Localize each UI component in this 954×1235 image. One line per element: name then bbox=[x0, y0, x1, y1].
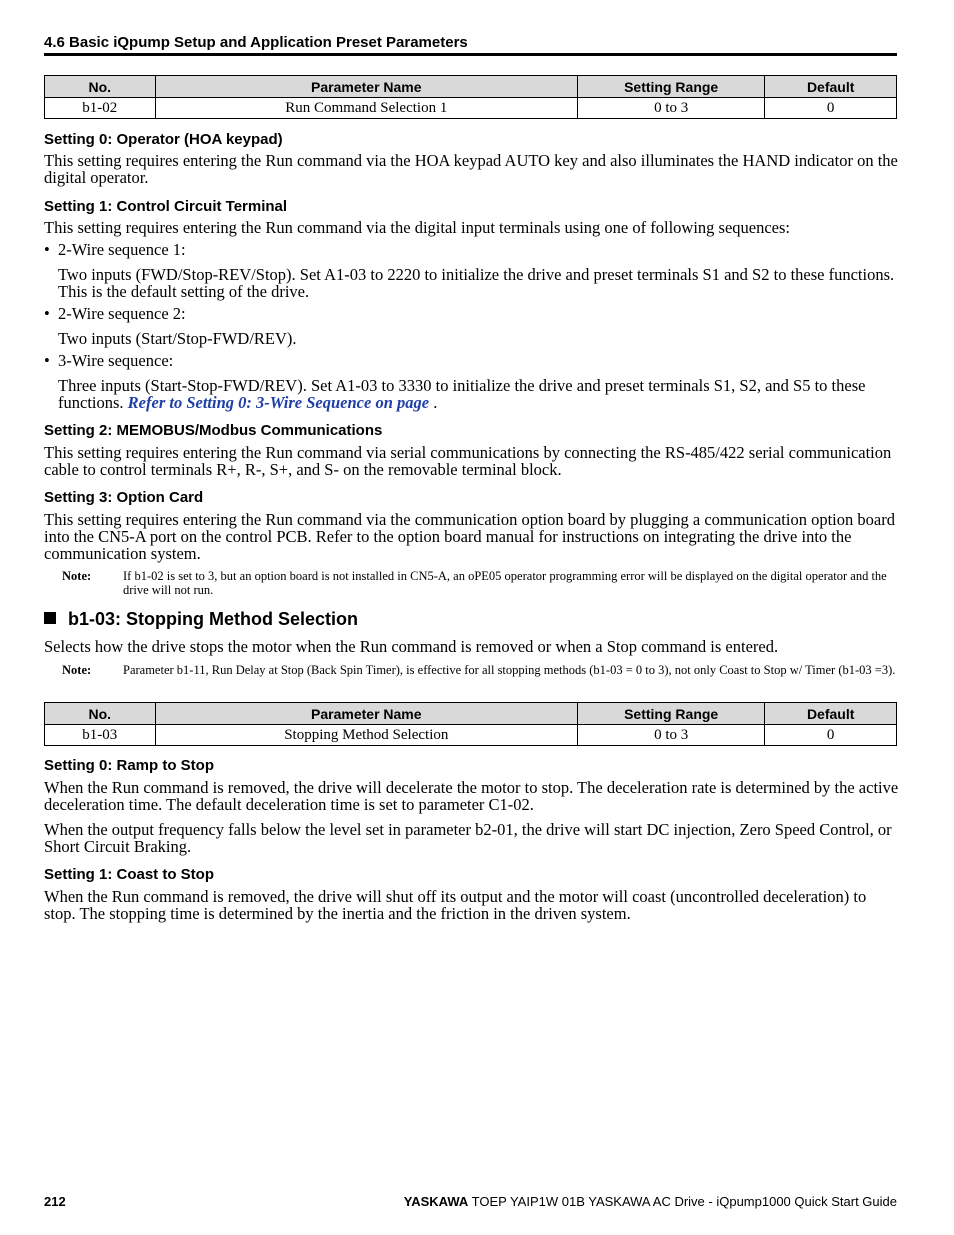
page-number: 212 bbox=[44, 1194, 66, 1209]
cell-setting-range: 0 to 3 bbox=[577, 725, 764, 746]
bullet-2wire-1-desc: Two inputs (FWD/Stop-REV/Stop). Set A1-03 to 2220 to initialize the drive and preset terminals S1 and S2 to these functions. This is the default setting of the drive. bbox=[58, 265, 895, 301]
ramp-to-stop-heading: Setting 0: Ramp to Stop bbox=[44, 757, 214, 774]
cell-setting-range: 0 to 3 bbox=[577, 98, 764, 119]
table-row bbox=[45, 725, 897, 746]
section-heading-b1-03 bbox=[44, 609, 358, 630]
ramp-to-stop-text-1: When the Run command is removed, the drive will decelerate the motor to stop. The deceleration rate is determined by the active deceleration time. The default deceleration time is set to parameter C1-02. bbox=[44, 778, 899, 814]
setting-0-heading: Setting 0: Operator (HOA keypad) bbox=[44, 131, 283, 148]
header-setting-range: Setting Range bbox=[577, 703, 764, 725]
setting-3-heading: Setting 3: Option Card bbox=[44, 489, 204, 506]
parameter-table-b1-02 bbox=[44, 75, 897, 119]
bullet-3wire-desc-text: Three inputs (Start-Stop-FWD/REV). Set A1-03 to 3330 to initialize the drive and preset terminals S1, S2, and S5 to these functions. bbox=[58, 376, 866, 412]
note-text: If b1-02 is set to 3, but an option board is not installed in CN5-A, an oPE05 operator programming error will be displayed on the digital operator and the drive will not run. bbox=[123, 569, 887, 597]
table-row bbox=[45, 98, 897, 119]
cell-parameter-name: Run Command Selection 1 bbox=[155, 98, 577, 119]
bullet-2wire-1: 2-Wire sequence 1: bbox=[58, 240, 186, 259]
header-default: Default bbox=[765, 76, 897, 98]
header-no: No. bbox=[45, 76, 156, 98]
setting-1-text: This setting requires entering the Run command via the digital input terminals using one of following sequences: bbox=[44, 218, 791, 237]
table-header-row bbox=[45, 76, 897, 98]
cell-parameter-name: Stopping Method Selection bbox=[155, 725, 577, 746]
cell-default: 0 bbox=[765, 725, 897, 746]
bullet-2wire-2-desc: Two inputs (Start/Stop-FWD/REV). bbox=[58, 329, 297, 348]
setting-2-text: This setting requires entering the Run command via serial communications by connecting the RS-485/422 serial communication cable to control terminals R+, R-, S+, and S- on the removable terminal block. bbox=[44, 443, 892, 479]
bullet-2wire-2: 2-Wire sequence 2: bbox=[58, 304, 186, 323]
b1-03-intro-text: Selects how the drive stops the motor when the Run command is removed or when a Stop command is entered. bbox=[44, 637, 779, 656]
note-label: Note: bbox=[62, 663, 92, 677]
setting-3-text: This setting requires entering the Run command via the communication option board by plugging a communication option board into the CN5-A port on the control PCB. Refer to the option board manual for instructions on integrating the drive into the communication system. bbox=[44, 510, 895, 563]
section-title: b1-03: Stopping Method Selection bbox=[68, 609, 359, 629]
list-item: • 2-Wire sequence 1: bbox=[44, 240, 186, 259]
bullet-3wire-desc-end: . bbox=[433, 393, 438, 412]
cell-no: b1-02 bbox=[45, 98, 156, 119]
list-item: • 3-Wire sequence: bbox=[44, 351, 174, 370]
footer-doc-title bbox=[404, 1194, 897, 1209]
parameter-table-b1-03 bbox=[44, 702, 897, 746]
table-header-row bbox=[45, 703, 897, 725]
footer-doc-text: TOEP YAIP1W 01B YASKAWA AC Drive - iQpump1000 Quick Start Guide bbox=[468, 1194, 897, 1209]
note-label: Note: bbox=[62, 569, 92, 583]
header-parameter-name: Parameter Name bbox=[155, 703, 577, 725]
header-parameter-name: Parameter Name bbox=[155, 76, 577, 98]
ramp-to-stop-text-2: When the output frequency falls below the level set in parameter b2-01, the drive will start DC injection, Zero Speed Control, or Short Circuit Braking. bbox=[44, 820, 892, 856]
setting-0-text: This setting requires entering the Run command via the HOA keypad AUTO key and also illuminates the HAND indicator on the digital operator. bbox=[44, 151, 898, 187]
coast-to-stop-text: When the Run command is removed, the drive will shut off its output and the motor will coast (uncontrolled deceleration) to stop. The stopping time is determined by the inertia and the friction in the driven system. bbox=[44, 887, 867, 923]
cross-reference-link[interactable]: Refer to Setting 0: 3-Wire Sequence on page bbox=[127, 393, 430, 412]
coast-to-stop-heading: Setting 1: Coast to Stop bbox=[44, 866, 214, 883]
list-item: • 2-Wire sequence 2: bbox=[44, 304, 186, 323]
section-marker-icon bbox=[44, 612, 56, 624]
bullet-3wire-desc bbox=[58, 377, 900, 411]
cell-no: b1-03 bbox=[45, 725, 156, 746]
note-text: Parameter b1-11, Run Delay at Stop (Back Spin Timer), is effective for all stopping methods (b1-03 = 0 to 3), not only Coast to Stop w/ Timer (b1-03 =3). bbox=[123, 663, 896, 677]
header-divider bbox=[44, 53, 897, 56]
footer-brand: YASKAWA bbox=[403, 1194, 469, 1209]
setting-1-heading: Setting 1: Control Circuit Terminal bbox=[44, 198, 288, 215]
header-setting-range: Setting Range bbox=[577, 76, 764, 98]
page-header-title: 4.6 Basic iQpump Setup and Application Preset Parameters bbox=[44, 34, 468, 51]
header-no: No. bbox=[45, 703, 156, 725]
header-default: Default bbox=[765, 703, 897, 725]
cell-default: 0 bbox=[765, 98, 897, 119]
setting-2-heading: Setting 2: MEMOBUS/Modbus Communications bbox=[44, 422, 383, 439]
bullet-3wire: 3-Wire sequence: bbox=[58, 351, 174, 370]
